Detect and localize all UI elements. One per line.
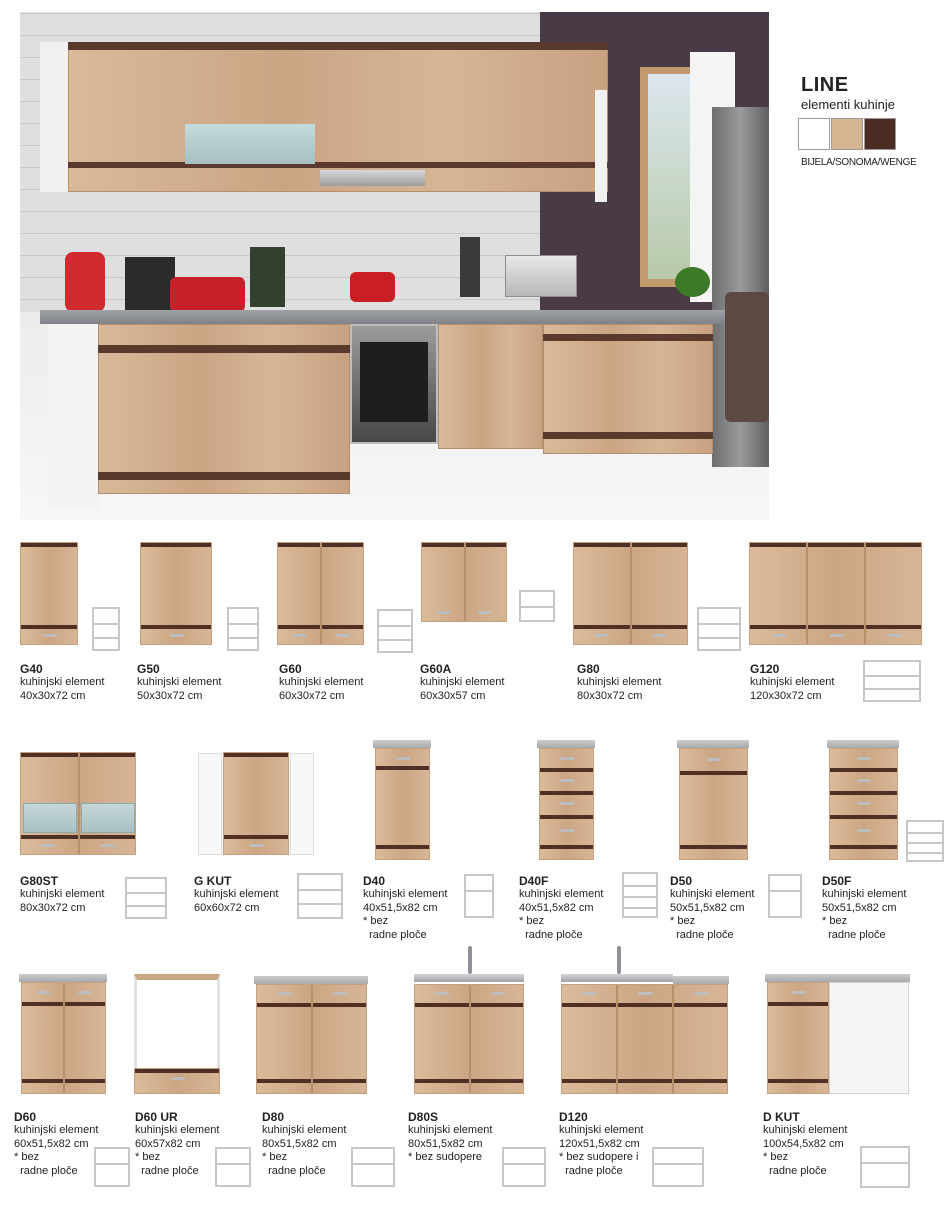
- collection-subtitle: elementi kuhinje: [801, 97, 895, 112]
- d60ur-carcass-image: [215, 1147, 251, 1187]
- d40f-cabinet-image: [539, 748, 594, 860]
- d60ur-bottom-drawer: [134, 1068, 220, 1094]
- g60-carcass-image: [377, 609, 413, 653]
- d50-worktop: [677, 740, 749, 748]
- d80s-carcass-image: [502, 1147, 546, 1187]
- product-description: kuhinjski element 60x51,5x82 cm * bez radne ploče: [14, 1124, 99, 1177]
- dkut-worktop: [765, 974, 910, 982]
- g80-carcass-image: [697, 607, 741, 651]
- d40-cabinet-image: [375, 748, 430, 860]
- d120-cabinet-image: [561, 984, 728, 1094]
- d40f-worktop: [537, 740, 595, 748]
- product-code: G60: [279, 662, 302, 676]
- faucet-icon: [468, 946, 472, 974]
- g40-carcass-image: [92, 607, 120, 651]
- kitchen-photo: [20, 12, 769, 520]
- d80-worktop: [254, 976, 368, 984]
- product-description: kuhinjski element 80x30x72 cm: [577, 676, 662, 702]
- product-description: kuhinjski element 50x51,5x82 cm * bez radne ploče: [670, 888, 755, 941]
- g120-cabinet-image: [749, 542, 922, 645]
- product-description: kuhinjski element 80x51,5x82 cm * bez sudopere: [408, 1124, 493, 1163]
- product-code: D60 UR: [135, 1110, 178, 1124]
- dkut-cabinet-image: [767, 982, 829, 1094]
- product-code: G50: [137, 662, 160, 676]
- product-code: D80S: [408, 1110, 439, 1124]
- d40-worktop: [373, 740, 431, 748]
- d50f-worktop: [827, 740, 899, 748]
- g60-cabinet-image: [277, 542, 364, 645]
- gkut-cabinet-image: [223, 752, 289, 855]
- g40-cabinet-image: [20, 542, 78, 645]
- product-description: kuhinjski element 80x30x72 cm: [20, 888, 105, 914]
- g60a-carcass-image: [519, 590, 555, 622]
- gkut-carcass-image: [297, 873, 343, 919]
- d60-cabinet-image: [21, 982, 106, 1094]
- product-code: G120: [750, 662, 780, 676]
- d120-worktop: [673, 976, 729, 984]
- product-description: kuhinjski element 40x51,5x82 cm * bez radne ploče: [363, 888, 448, 941]
- d40-carcass-image: [464, 874, 494, 918]
- g80st-cabinet-image: [20, 752, 136, 855]
- product-code: G80: [577, 662, 600, 676]
- product-description: kuhinjski element 50x30x72 cm: [137, 676, 222, 702]
- g50-carcass-image: [227, 607, 259, 651]
- dkut-blind-panel: [829, 982, 909, 1094]
- d80-carcass-image: [351, 1147, 395, 1187]
- product-description: kuhinjski element 80x51,5x82 cm * bez radne ploče: [262, 1124, 347, 1177]
- product-code: D KUT: [763, 1110, 800, 1124]
- product-description: kuhinjski element 120x30x72 cm: [750, 676, 835, 702]
- d60-carcass-image: [94, 1147, 130, 1187]
- product-code: G80ST: [20, 874, 59, 888]
- d60-worktop: [19, 974, 107, 982]
- product-description: kuhinjski element 60x30x72 cm: [279, 676, 364, 702]
- g80-cabinet-image: [573, 542, 688, 645]
- g120-carcass-image: [863, 660, 921, 702]
- product-code: D120: [559, 1110, 588, 1124]
- product-description: kuhinjski element 40x30x72 cm: [20, 676, 105, 702]
- dkut-carcass-image: [860, 1146, 910, 1188]
- product-description: kuhinjski element 100x54,5x82 cm * bez radne ploče: [763, 1124, 848, 1177]
- d50-cabinet-image: [679, 748, 748, 860]
- gkut-side-panel-right: [290, 753, 314, 855]
- g60a-cabinet-image: [421, 542, 507, 622]
- product-code: D50F: [822, 874, 852, 888]
- product-description: kuhinjski element 120x51,5x82 cm * bez sudopere i radne ploče: [559, 1124, 644, 1177]
- color-names: BIJELA/SONOMA/WENGE: [801, 157, 917, 168]
- color-swatch-sonoma: [831, 118, 863, 150]
- color-swatch-white: [798, 118, 830, 150]
- product-code: D60: [14, 1110, 37, 1124]
- gkut-side-panel-left: [198, 753, 222, 855]
- d50-carcass-image: [768, 874, 802, 918]
- d50f-cabinet-image: [829, 748, 898, 860]
- d40f-drawers-image: [622, 872, 658, 918]
- product-description: kuhinjski element 50x51,5x82 cm * bez radne ploče: [822, 888, 907, 941]
- g50-cabinet-image: [140, 542, 212, 645]
- product-code: D40: [363, 874, 386, 888]
- product-description: kuhinjski element 60x60x72 cm: [194, 888, 279, 914]
- product-code: G40: [20, 662, 43, 676]
- sink-worktop: [414, 974, 524, 982]
- color-swatch-wenge: [864, 118, 896, 150]
- product-code: D50: [670, 874, 693, 888]
- g80st-carcass-image: [125, 877, 167, 919]
- product-description: kuhinjski element 60x30x57 cm: [420, 676, 505, 702]
- product-code: D40F: [519, 874, 549, 888]
- d80s-cabinet-image: [414, 984, 524, 1094]
- product-description: kuhinjski element 40x51,5x82 cm * bez radne ploče: [519, 888, 604, 941]
- sink-worktop: [561, 974, 673, 982]
- product-description: kuhinjski element 60x57x82 cm * bez radne ploče: [135, 1124, 220, 1177]
- product-code: G60A: [420, 662, 452, 676]
- d120-carcass-image: [652, 1147, 704, 1187]
- faucet-icon: [617, 946, 621, 974]
- collection-title: LINE: [801, 74, 849, 96]
- d50f-drawers-image: [906, 820, 944, 862]
- d80-cabinet-image: [256, 984, 367, 1094]
- product-code: D80: [262, 1110, 285, 1124]
- product-code: G KUT: [194, 874, 232, 888]
